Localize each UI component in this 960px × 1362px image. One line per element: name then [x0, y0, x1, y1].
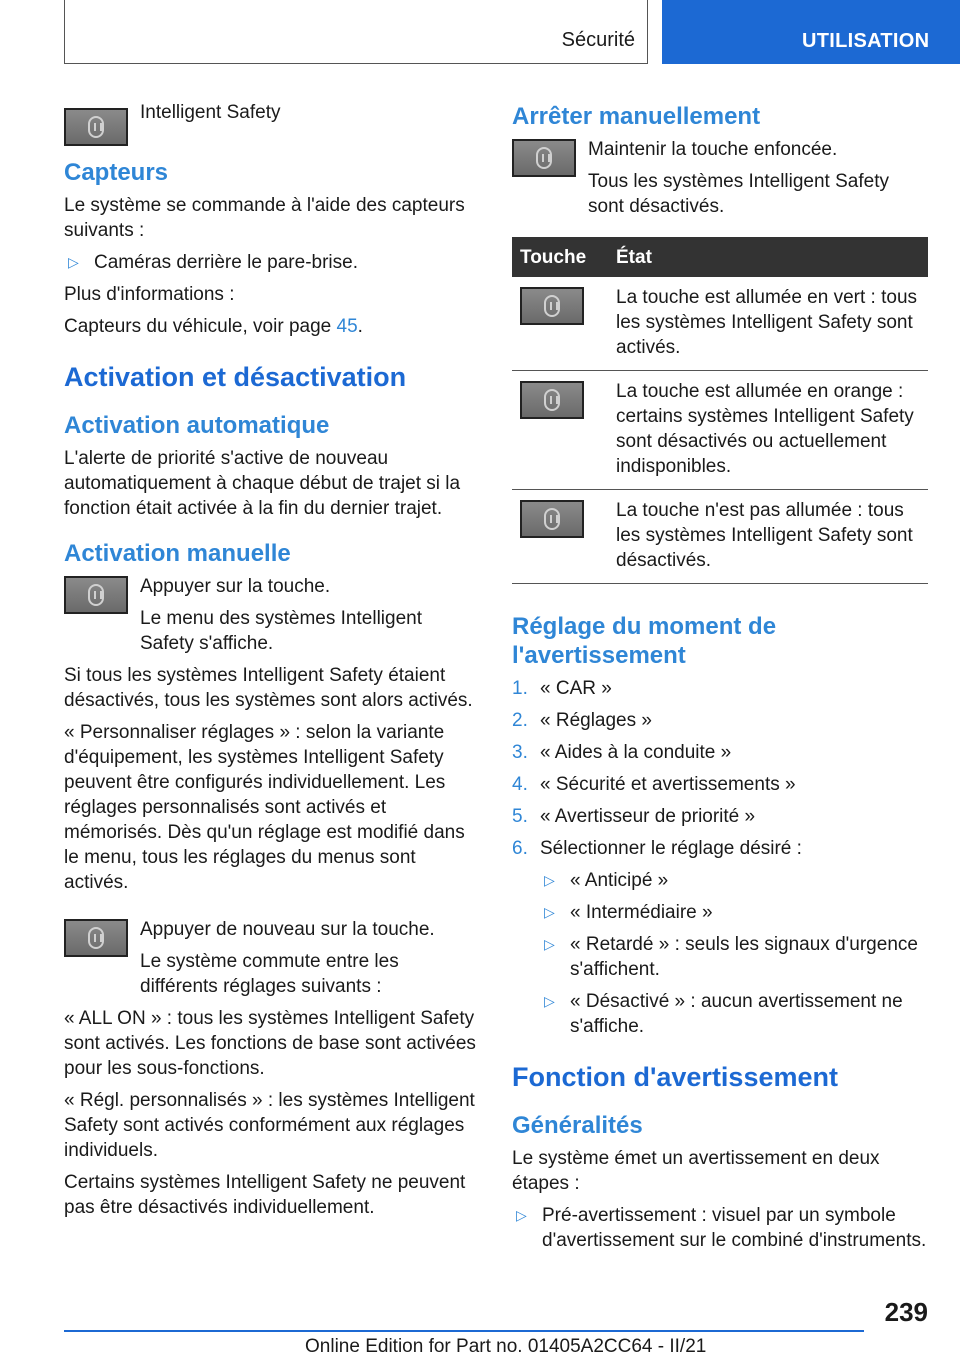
stop-line1: Maintenir la touche enfoncée. [588, 139, 838, 160]
sensors-heading: Capteurs [64, 159, 169, 186]
triangle-bullet-icon: ▷ [544, 993, 555, 1009]
stop-row [512, 137, 928, 219]
warning-text: Le système émet un avertissement en deux étapes : [512, 1148, 880, 1194]
manual-again1: Appuyer de nouveau sur la touche. [140, 919, 435, 940]
intelligent-safety-button-icon [64, 919, 128, 957]
button-green-icon [520, 287, 584, 325]
step-item: 4. « Sécurité et avertissements » [512, 774, 796, 795]
manual-p5: Certains systèmes Intelligent Safety ne peuvent pas être désactivés individuellement. [64, 1172, 466, 1218]
manual-p2: « Personnaliser réglages » : selon la variante d'équipement, les systèmes Intelligent Safety peuvent être configurés individuellement. Les réglages personnalisés sont activés et mémorisés. Dès qu'un réglage est modifié dans le menu, tous les réglages du menus sont activés. [64, 722, 465, 893]
status-table [512, 237, 928, 584]
manual-heading: Activation manuelle [64, 540, 291, 567]
activation-heading: Activation et désactivation [64, 362, 407, 392]
list-item: ▷ « Retardé » : seuls les signaux d'urgence s'affichent. [544, 934, 918, 980]
list-item: ▷ « Intermédiaire » [544, 902, 713, 923]
chapter-tab[interactable]: UTILISATION [662, 0, 960, 64]
section-title: Sécurité [561, 29, 635, 51]
warning-heading: Fonction d'avertissement [512, 1062, 838, 1092]
page-number: 239 [884, 1297, 928, 1327]
triangle-bullet-icon: ▷ [544, 936, 555, 952]
list-item: ▷ « Anticipé » [544, 870, 669, 891]
triangle-bullet-icon: ▷ [544, 904, 555, 920]
timing-heading: Réglage du moment de l'avertissement [512, 613, 777, 669]
triangle-bullet-icon: ▷ [68, 254, 79, 270]
triangle-bullet-icon: ▷ [516, 1207, 527, 1223]
intelligent-safety-button-icon [64, 576, 128, 614]
sensors-reference: Capteurs du véhicule, voir page 45. [64, 316, 363, 337]
header-box [64, 0, 648, 64]
auto-heading: Activation automatique [64, 412, 330, 439]
timing-steps [512, 676, 928, 1039]
manual-p3: « ALL ON » : tous les systèmes Intelligent Safety sont activés. Les fonctions de base sont activées pour les sous-fonctions. [64, 1008, 476, 1079]
page-link[interactable]: 45 [336, 316, 358, 337]
general-heading: Généralités [512, 1112, 643, 1139]
manual-again2: Le système commute entre les différents réglages suivants : [140, 951, 399, 997]
triangle-bullet-icon: ▷ [544, 872, 555, 888]
button-off-icon [520, 500, 584, 538]
step-item: 1. « CAR » [512, 678, 612, 699]
manual-again-row [64, 917, 478, 999]
edition-text: Online Edition for Part no. 01405A2CC64 - II/21 [305, 1336, 707, 1357]
manual-p4: « Régl. personnalisés » : les systèmes Intelligent Safety sont activés conformément aux réglages individuels. [64, 1090, 475, 1161]
left-column [64, 100, 478, 1227]
manual-p1: Si tous les systèmes Intelligent Safety étaient désactivés, tous les systèmes sont alors activés. [64, 665, 473, 711]
sensors-more: Plus d'informations : [64, 284, 235, 305]
stop-line2: Tous les systèmes Intelligent Safety sont désactivés. [588, 171, 889, 217]
footer-divider [64, 1330, 864, 1332]
list-item: ▷ Pré-avertissement : visuel par un symbole d'avertissement sur le combiné d'instruments. [516, 1205, 927, 1251]
step-item: 2. « Réglages » [512, 710, 652, 731]
stop-heading: Arrêter manuellement [512, 103, 761, 130]
table-row [512, 490, 928, 584]
intro-row [64, 100, 478, 140]
table-header-button: Touche [512, 237, 608, 277]
table-cell: La touche n'est pas allumée : tous les systèmes Intelligent Safety sont désactivés. [608, 490, 928, 584]
manual-press-row [64, 574, 478, 656]
warning-list [512, 1203, 928, 1253]
list-item: ▷ Caméras derrière le pare-brise. [68, 252, 358, 273]
step-item: 5. « Avertisseur de priorité » [512, 806, 756, 827]
table-row [512, 371, 928, 490]
table-header-state: État [608, 237, 928, 277]
step-item: 3. « Aides à la conduite » [512, 742, 732, 763]
right-column [512, 100, 928, 1260]
auto-text: L'alerte de priorité s'active de nouveau automatiquement à chaque début de trajet si la fonction était activée à la fin du dernier trajet. [64, 448, 461, 519]
table-cell: La touche est allumée en orange : certains systèmes Intelligent Safety sont désactivés ou actuellement indisponibles. [608, 371, 928, 490]
manual-line2: Le menu des systèmes Intelligent Safety s'affiche. [140, 608, 422, 654]
intelligent-safety-button-icon [512, 139, 576, 177]
intro-label: Intelligent Safety [140, 102, 281, 123]
sensors-list [64, 250, 478, 275]
manual-line1: Appuyer sur la touche. [140, 576, 331, 597]
step-item: 6. Sélectionner le réglage désiré : ▷ « Anticipé » ▷ « Intermédiaire » ▷ « Retardé » : seuls les signaux d'urgence s'affichent. ▷ « Désactivé » : aucun avertissement ne s'affiche. [512, 836, 928, 1039]
button-orange-icon [520, 381, 584, 419]
table-cell: La touche est allumée en vert : tous les systèmes Intelligent Safety sont activés. [608, 277, 928, 371]
intelligent-safety-button-icon [64, 108, 128, 146]
timing-options [540, 868, 928, 1039]
list-item: ▷ « Désactivé » : aucun avertissement ne s'affiche. [544, 991, 903, 1037]
sensors-text: Le système se commande à l'aide des capteurs suivants : [64, 195, 465, 241]
table-row [512, 277, 928, 371]
